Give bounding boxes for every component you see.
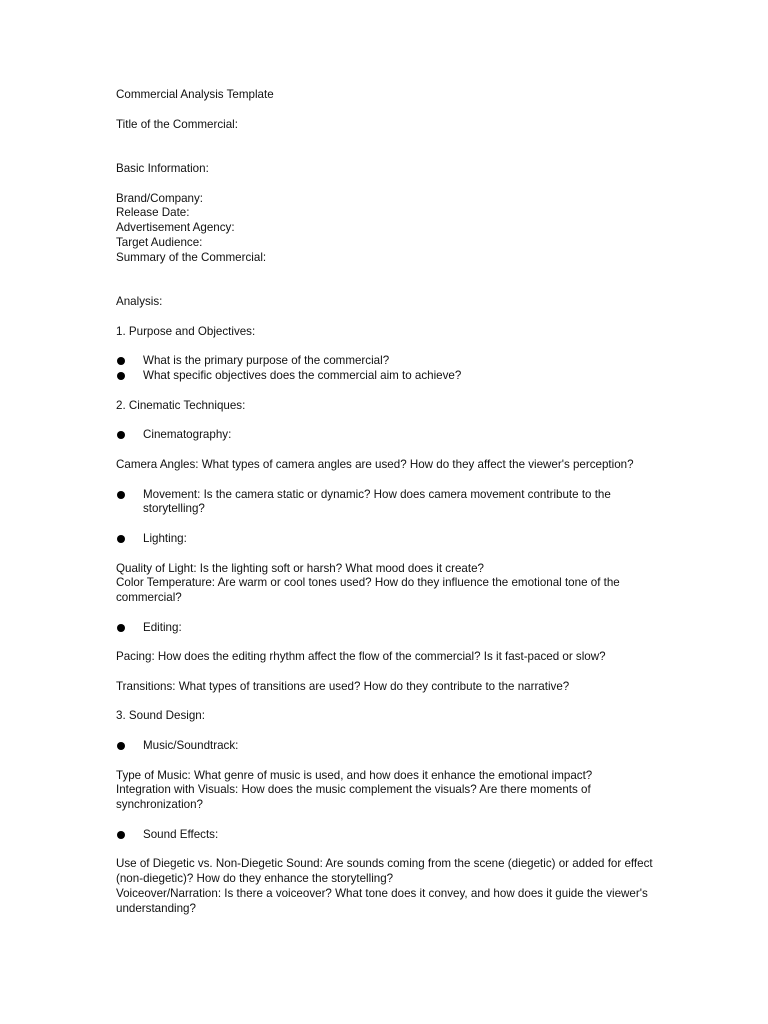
- type-of-music-text: Type of Music: What genre of music is used, and how does it enhance the emotional impact?: [116, 768, 593, 782]
- list-item: [116, 428, 656, 443]
- editing-bullet-list: [116, 621, 656, 636]
- list-item: [116, 621, 656, 636]
- list-item: [116, 354, 656, 369]
- bullet-text: Music/Soundtrack:: [143, 739, 239, 753]
- camera-angles-text: Camera Angles: What types of camera angles are used? How do they affect the viewer's perception?: [116, 457, 634, 471]
- field-agency: Advertisement Agency:: [116, 221, 235, 235]
- purpose-bullet-list: [116, 354, 656, 384]
- list-item: [116, 532, 656, 547]
- list-item: [116, 488, 656, 518]
- field-target-audience: Target Audience:: [116, 235, 203, 249]
- diegetic-text: Use of Diegetic vs. Non-Diegetic Sound: Are sounds coming from the scene (diegetic) or added for effect (non-diegetic)? How do they enhance the storytelling?: [116, 857, 653, 886]
- music-bullet-list: [116, 739, 656, 754]
- voiceover-text: Voiceover/Narration: Is there a voiceover? What tone does it convey, and how does it guide the viewer's understanding?: [116, 887, 648, 915]
- bullet-text: What is the primary purpose of the commercial?: [143, 354, 390, 368]
- bullet-text: Editing:: [143, 620, 182, 634]
- field-brand: Brand/Company:: [116, 191, 203, 205]
- section-heading-purpose: 1. Purpose and Objectives:: [116, 324, 256, 338]
- movement-bullet-list: [116, 488, 656, 518]
- transitions-text: Transitions: What types of transitions are used? How do they contribute to the narrative?: [116, 679, 570, 693]
- basic-info-heading: Basic Information:: [116, 161, 209, 175]
- list-item: [116, 369, 656, 384]
- bullet-dot-icon: [117, 831, 125, 839]
- bullet-text: What specific objectives does the commercial aim to achieve?: [143, 369, 462, 383]
- integration-text: Integration with Visuals: How does the music complement the visuals? Are there moments of synchronization?: [116, 783, 591, 812]
- pacing-text: Pacing: How does the editing rhythm affect the flow of the commercial? Is it fast-paced or slow?: [116, 650, 606, 664]
- document-page: [116, 88, 656, 917]
- field-summary: Summary of the Commercial:: [116, 250, 267, 264]
- section-heading-cinematic: 2. Cinematic Techniques:: [116, 398, 246, 412]
- lighting-bullet-list: [116, 532, 656, 547]
- quality-of-light-text: Quality of Light: Is the lighting soft or harsh? What mood does it create?: [116, 561, 484, 575]
- bullet-dot-icon: [117, 535, 125, 543]
- bullet-dot-icon: [117, 624, 125, 632]
- color-temperature-text: Color Temperature: Are warm or cool tones used? How do they influence the emotional tone of the commercial?: [116, 576, 620, 605]
- commercial-title-label: Title of the Commercial:: [116, 117, 238, 131]
- section-heading-sound: 3. Sound Design:: [116, 709, 205, 723]
- bullet-dot-icon: [117, 431, 125, 439]
- analysis-heading: Analysis:: [116, 295, 163, 309]
- sound-effects-bullet-list: [116, 828, 656, 843]
- field-release-date: Release Date:: [116, 206, 190, 220]
- bullet-dot-icon: [117, 372, 125, 380]
- bullet-dot-icon: [117, 742, 125, 750]
- bullet-text: Movement: Is the camera static or dynamic? How does camera movement contribute to the storytelling?: [143, 487, 611, 516]
- list-item: [116, 739, 656, 754]
- list-item: [116, 828, 656, 843]
- bullet-text: Lighting:: [143, 531, 187, 545]
- bullet-text: Sound Effects:: [143, 827, 219, 841]
- bullet-dot-icon: [117, 357, 125, 365]
- document-title: Commercial Analysis Template: [116, 88, 274, 101]
- bullet-text: Cinematography:: [143, 428, 232, 442]
- cinematography-bullet-list: [116, 428, 656, 443]
- bullet-dot-icon: [117, 491, 125, 499]
